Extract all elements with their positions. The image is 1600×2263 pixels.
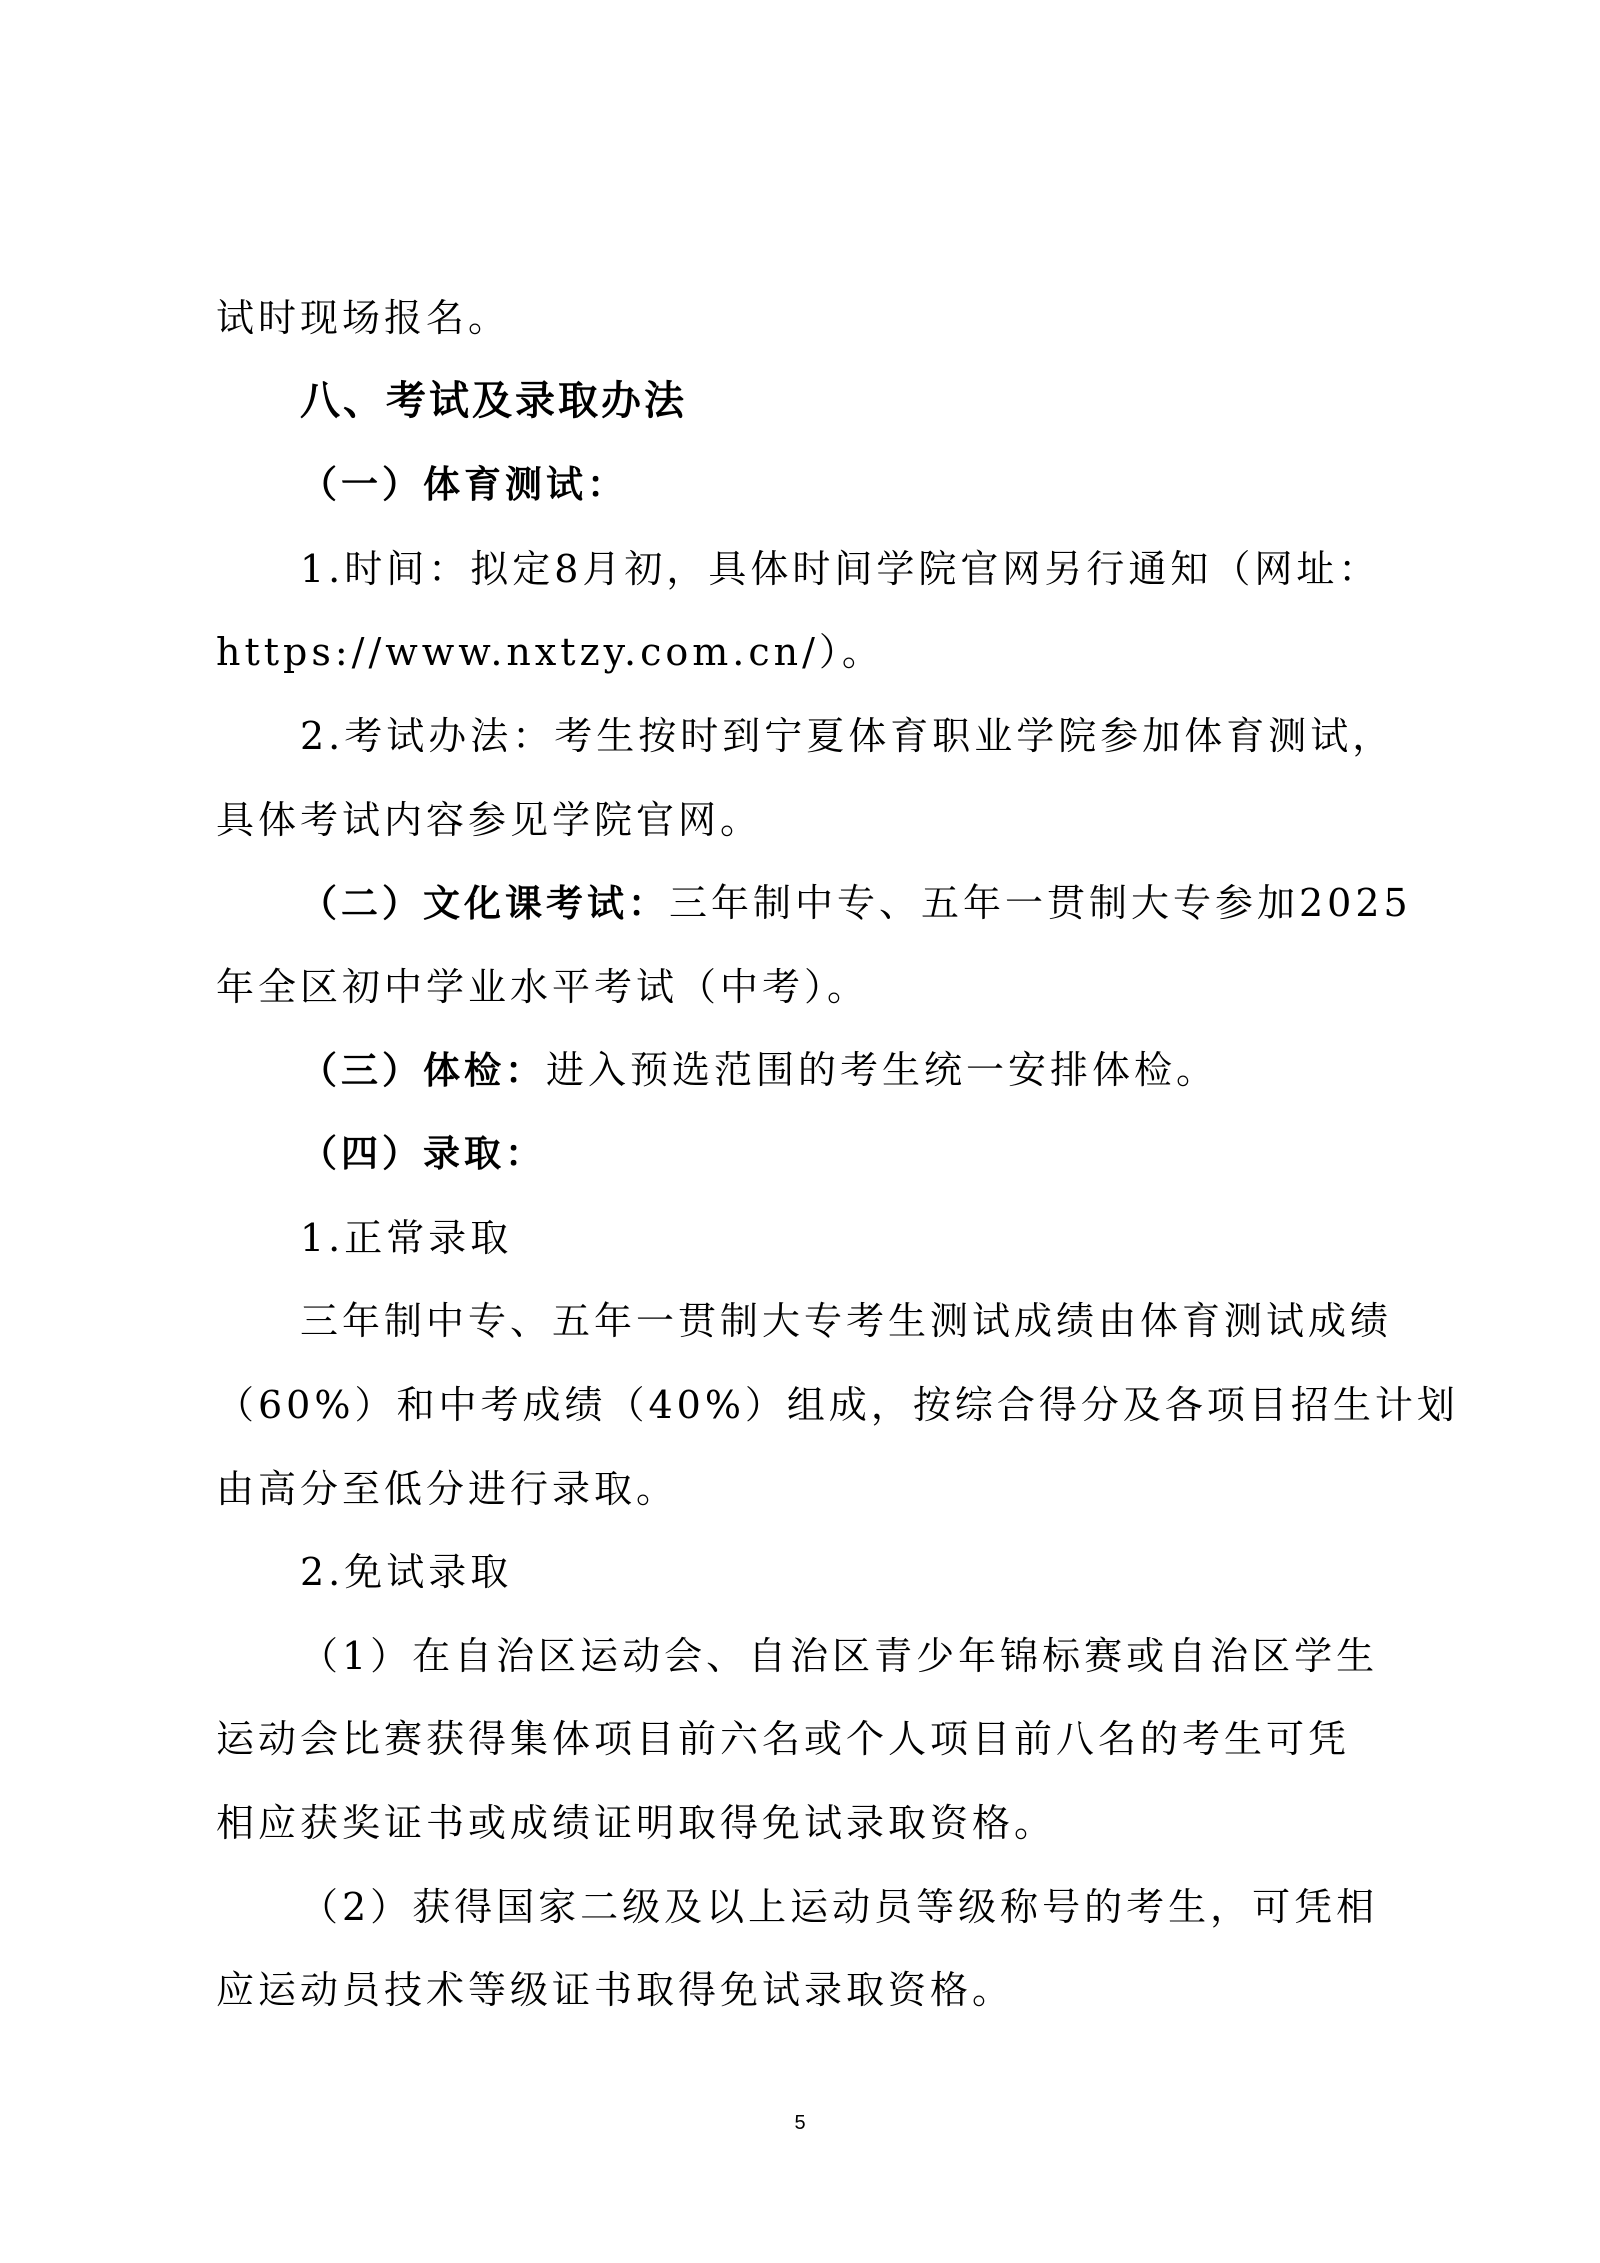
section-heading: 八、考试及录取办法 xyxy=(300,378,687,424)
text-line: 2.考试办法：考生按时到宁夏体育职业学院参加体育测试， xyxy=(300,714,1395,758)
subsection-heading: （三）体检： xyxy=(300,1049,546,1092)
text-line: 1.时间：拟定8月初，具体时间学院官网另行通知（网址： xyxy=(300,547,1381,591)
text-line: 试时现场报名。 xyxy=(216,296,511,340)
subsection-heading: （四）录取： xyxy=(300,1132,546,1175)
text-line: 运动会比赛获得集体项目前六名或个人项目前八名的考生可凭 xyxy=(216,1717,1351,1761)
text-line: https://www.nxtzy.com.cn/）。 xyxy=(216,630,884,674)
text-line: 应运动员技术等级证书取得免试录取资格。 xyxy=(216,1968,1015,2012)
subsection-heading: （一）体育测试： xyxy=(300,463,628,506)
text-line xyxy=(0,875,1600,931)
text-line: （60%）和中考成绩（40%）组成，按综合得分及各项目招生计划 xyxy=(216,1383,1459,1427)
text-line: 2.免试录取 xyxy=(300,1550,513,1594)
text-line xyxy=(0,1042,1600,1098)
text-inline: 三年制中专、五年一贯制大专参加2025 xyxy=(669,881,1412,925)
text-line: 年全区初中学业水平考试（中考）。 xyxy=(216,965,870,1009)
text-line: （1）在自治区运动会、自治区青少年锦标赛或自治区学生 xyxy=(300,1634,1379,1678)
text-line: 具体考试内容参见学院官网。 xyxy=(216,798,763,842)
text-line: （2）获得国家二级及以上运动员等级称号的考生，可凭相 xyxy=(300,1885,1379,1929)
text-line: 三年制中专、五年一贯制大专考生测试成绩由体育测试成绩 xyxy=(300,1299,1393,1343)
text-line: 相应获奖证书或成绩证明取得免试录取资格。 xyxy=(216,1801,1057,1845)
text-inline: 进入预选范围的考生统一安排体检。 xyxy=(546,1048,1219,1092)
text-line: 由高分至低分进行录取。 xyxy=(216,1467,679,1511)
page-number: 5 xyxy=(794,2112,806,2134)
subsection-heading: （二）文化课考试： xyxy=(300,882,669,925)
text-line: 1.正常录取 xyxy=(300,1216,513,1260)
